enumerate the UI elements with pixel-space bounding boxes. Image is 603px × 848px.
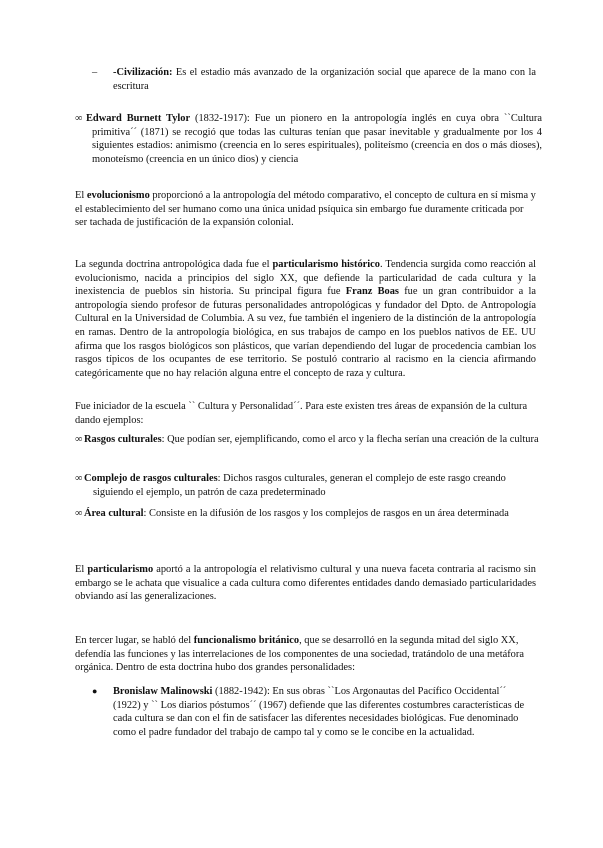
boas-name: Franz Boas	[345, 286, 399, 298]
escuela-paragraph	[75, 400, 536, 427]
infinity-bullet: ∞	[75, 508, 83, 519]
funcionalismo-pre: En tercer lugar, se habló del	[75, 635, 194, 646]
particularismo-pre: La segunda doctrina antropológica dada fue el	[75, 259, 273, 270]
funcionalismo-text: , que se desarrolló en la segunda mitad del siglo XX, defendía las funciones y las interrelaciones de los componentes de una sociedad, tratándolo de una metáfora orgánica. Dentro de esta doctrina hubo dos grandes personalidades:	[75, 635, 524, 674]
malinowski-name: Bronislaw Malinowski	[113, 686, 213, 697]
tylor-item	[86, 112, 542, 166]
particularismo-mid: . Tendencia surgida como reacción al evolucionismo, nacida a principios del siglo XX, que defiende la particularidad de cada cultura y la inexistencia de pueblos sin historia. Su principal figura fue	[75, 259, 537, 298]
dash-bullet: –	[92, 67, 98, 78]
particularismo-post: fue un gran contribuidor a la antropología siendo profesor de futuras personalidades antropológicas y fundador del Dpto. de Antropología Cultural en la Universidad de Columbia. A su vez, fue también el ingeniero de la distinción de la antropología en ramas. Dentro de la antropología biológica, en sus trabajos de campo en los pueblos nativos de EE. UU afirma que los rasgos biológicos son plásticos, que varían dependiendo del lugar de procedencia cambian los rasgos típicos de los ocupantes de ese territorio. Se postuló contrario al racismo en la ciencia afirmando categóricamente que no hay relación alguna entre el concepto de raza y cultura.	[75, 286, 536, 379]
evolucionismo-term: evolucionismo	[86, 190, 150, 201]
round-bullet: ●	[92, 686, 98, 696]
particularismo2-pre: El	[75, 564, 88, 575]
area-item-cultural	[84, 507, 545, 521]
particularismo-paragraph	[75, 258, 536, 380]
area-item-complejo	[84, 472, 545, 499]
evolucionismo-paragraph	[75, 189, 536, 230]
civilizacion-text: Es el estadio más avanzado de la organización social que aparece de la mano con la escritura	[113, 67, 536, 92]
civilizacion-term: -Civilización:	[113, 67, 173, 78]
malinowski-text: (1882-1942): En sus obras ``Los Argonautas del Pacífico Occidental´´ (1922) y `` Los diarios póstumos´´ (1967) defiende que las diferentes costumbres características de cada cultura se dan con el fin de satisfacer las diferentes necesidades biológicas. Fue denominado como el padre fundador del trabajo de campo tal y como se le concibe en la actualidad.	[113, 686, 525, 738]
particularismo2-term: particularismo	[87, 564, 154, 575]
funcionalismo-paragraph	[75, 634, 536, 675]
funcionalismo-term: funcionalismo británico	[193, 635, 300, 646]
malinowski-item	[113, 685, 536, 739]
area-text: : Consiste en la difusión de los rasgos y los complejos de rasgos en un área determinada	[143, 508, 509, 519]
evolucionismo-text: proporcionó a la antropología del método comparativo, el concepto de cultura en sí misma y el establecimiento del ser humano como una única unidad psíquica sin embargo fue duramente criticada por ser tachada de justificación de la expansión colonial.	[75, 190, 536, 229]
particularismo-term: particularismo histórico	[272, 259, 380, 270]
tylor-text: (1832-1917): Fue un pionero en la antropología inglés en cuya obra ``Cultura primitiva´´ (1871) se recogió que todas las culturas tenían que pasar inevitable y gradualmente por los 4 siguientes estadios: animismo (creencia en lo seres espirituales), politeísmo (creencia en dos o más dioses), monoteísmo (creencia en un único dios) y ciencia	[92, 113, 542, 165]
tylor-name: Edward Burnett Tylor	[86, 113, 191, 124]
evolucionismo-pre: El	[75, 190, 87, 201]
escuela-text: Fue iniciador de la escuela `` Cultura y Personalidad´´. Para este existen tres áreas de expansión de la cultura dando ejemplos:	[75, 401, 528, 426]
particularismo2-text: aportó a la antropología el relativismo cultural y una nueva faceta contraria al racismo sin embargo se le achata que visualice a cada cultura como diferentes entidades dando demasiado particularidades obviando así las generalizaciones.	[75, 564, 536, 603]
particularismo-aporte-paragraph	[75, 563, 536, 604]
area-term: Complejo de rasgos culturales	[84, 473, 218, 484]
area-text: : Que podían ser, ejemplificando, como el arco y la flecha serían una creación de la cultura	[161, 434, 539, 445]
civilizacion-definition	[113, 66, 536, 93]
area-item-rasgos	[84, 433, 545, 447]
infinity-bullet: ∞	[75, 113, 83, 124]
infinity-bullet: ∞	[75, 473, 83, 484]
area-text: : Dichos rasgos culturales, generan el complejo de este rasgo creando siguiendo el ejemplo, un patrón de caza predeterminado	[93, 473, 506, 498]
area-term: Área cultural	[84, 508, 144, 519]
area-term: Rasgos culturales	[84, 434, 162, 445]
infinity-bullet: ∞	[75, 434, 83, 445]
